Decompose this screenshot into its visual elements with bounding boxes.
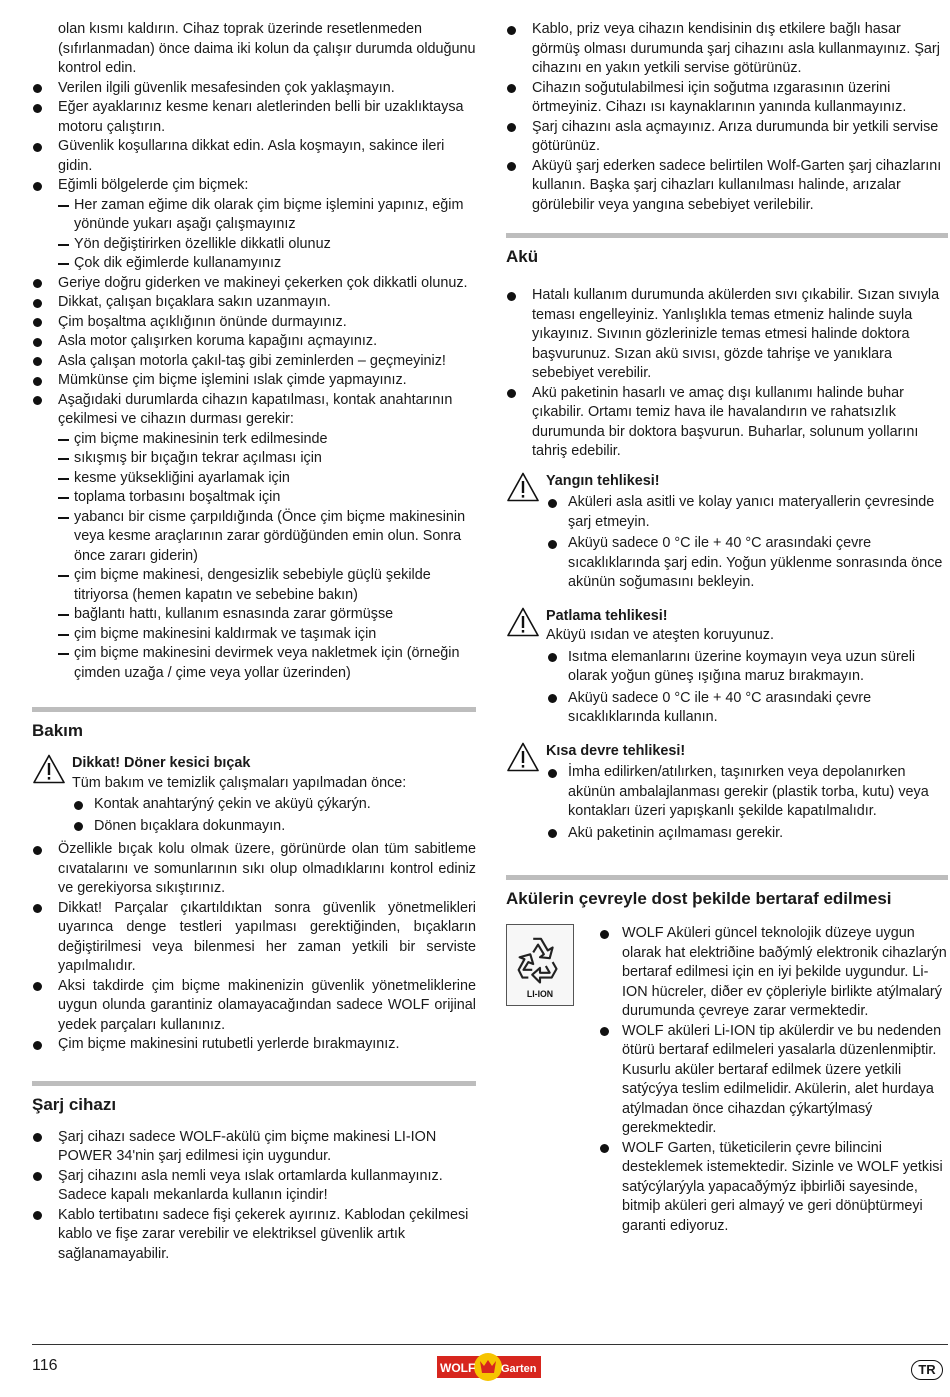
list-item (506, 384, 948, 462)
bullet-icon (507, 389, 516, 398)
list-item (506, 79, 948, 118)
logo-garten: Garten (501, 1363, 537, 1375)
dash-icon (58, 478, 69, 480)
warning-icon (507, 742, 539, 772)
item-text: Aküyü sadece 0 °C ile + 40 °C arasındaki çevre sıcaklıklarında şarj edin. Yoğun yüklenme sonrasında önce akünün soğumasını bekleyin. (568, 535, 943, 590)
aku-list (506, 286, 948, 462)
warning-title: Patlama tehlikesi! (546, 607, 668, 624)
bullet-icon (507, 123, 516, 132)
list-item (32, 371, 476, 391)
item-text: Şarj cihazını asla nemli veya ıslak ortamlarda kullanmayınız. Sadece kapalı mekanlarda kullanın içindir! (58, 1167, 443, 1203)
sub-item (32, 235, 476, 255)
warning-intro: Tüm bakım ve temizlik çalışmaları yapılmadan önce: (72, 774, 407, 791)
list-item (32, 313, 476, 333)
item-text: Aküyü sadece 0 °C ile + 40 °C arasındaki çevre sıcaklıklarında kullanın. (568, 689, 872, 725)
sub-item (32, 605, 476, 625)
section-bakim (32, 707, 476, 1055)
item-text: kesme yüksekliğini ayarlamak için (74, 469, 290, 486)
bullet-icon (33, 1211, 42, 1220)
section-sarj (32, 1081, 476, 1265)
list-item (32, 352, 476, 372)
item-text: Yön değiştirirken özellikle dikkatli olunuz (74, 235, 331, 252)
recycle-label: LI-ION (526, 989, 554, 1000)
warning-icon (507, 472, 539, 502)
sub-item (32, 196, 476, 235)
bullet-icon (600, 930, 609, 939)
list-item (506, 286, 948, 384)
list-item (506, 157, 948, 216)
list-item (32, 899, 476, 977)
bullet-icon (33, 357, 42, 366)
item-text: çim biçme makinesini devirmek veya nakletmek için (örneğin çimden uzağa / çime veya yollar üzerinden) (74, 645, 460, 681)
item-text: Mümkünse çim biçme işlemini ıslak çimde yapmayınız. (58, 372, 407, 388)
list-item (32, 977, 476, 1036)
dash-icon (58, 439, 69, 441)
warning-icon (507, 607, 539, 637)
disposal-block (506, 924, 948, 1236)
bullet-icon (33, 982, 42, 991)
list-item (32, 274, 476, 294)
item-text: Akü paketinin açılmaması gerekir. (568, 824, 784, 841)
bullet-icon (33, 1133, 42, 1142)
bullet-icon (548, 499, 557, 508)
item-text: bağlantı hattı, kullanım esnasında zarar görmüşse (74, 606, 394, 622)
sub-item (32, 469, 476, 489)
item-text: yabancı bir cisme çarpıldığında (Önce çim biçme makinesinin veya kesme araçlarının zarar gördüğünden emin olun. Sonra önce zararı giderin) (74, 508, 466, 564)
item-text: sıkışmış bir bıçağın tekrar açılması için (74, 450, 322, 466)
list-item (32, 1167, 476, 1206)
bullet-icon (33, 318, 42, 327)
list-item (598, 924, 948, 1022)
item-text: Dönen bıçaklara dokunmayın. (94, 817, 286, 834)
dash-icon (58, 244, 69, 246)
item-text: Eğimli bölgelerde çim biçmek: (58, 177, 249, 193)
list-item (32, 98, 476, 137)
bullet-icon (33, 1172, 42, 1181)
item-text: Asla çalışan motorla çakıl-taş gibi zeminlerden – geçmeyiniz! (58, 352, 446, 369)
section-title: Akü (506, 247, 539, 266)
list-item (598, 1022, 948, 1139)
section-title: Bakım (32, 721, 84, 740)
bullet-icon (74, 822, 83, 831)
item-text: WOLF aküleri Li-ION tip akülerdir ve bu nedenden ötürü bertaraf edilmeleri yasalarla düzenlenmiþtir. Kusurlu aküler bertaraf edilmek üzere yetkili satýcýya teslim edilmelidir. Akülerin, alet hurdaya atýlmadan önce cihazdan çýkartýlmasý gerekmektedir. (622, 1022, 942, 1136)
warning-item (546, 689, 948, 728)
list-item (32, 1128, 476, 1167)
list-item (32, 137, 476, 176)
item-text: Güvenlik koşullarına dikkat edin. Asla koşmayın, sakince ileri gidin. (58, 138, 445, 174)
list-item (32, 332, 476, 352)
item-text: Kablo, priz veya cihazın kendisinin dış etkilere bağlı hasar görmüş olması durumunda şarj cihazını asla kullanmayınız. Şarj cihazını en yakın yetkili servise götürünüz. (532, 21, 940, 76)
bullet-icon (600, 1027, 609, 1036)
left-column (32, 20, 476, 1264)
bullet-icon (33, 84, 42, 93)
item-text: WOLF Garten, tüketicilerin çevre bilincini desteklemek istemektedir. Sizinle ve WOLF yetkisi satýcýlarýyla yapacaðýmýz iþbirliði sayesinde, bitmiþ aküleri geri almayý ve geri dönüþtürmeyi garanti ediyoruz. (622, 1139, 943, 1234)
item-text: İmha edilirken/atılırken, taşınırken veya depolanırken akünün ambalajlanması gerekir (plastik torba, kutu) veya kontakları üzeri yapışkanlı şekilde kapatılmalıdır. (568, 764, 929, 819)
item-text: Verilen ilgili güvenlik mesafesinden çok yaklaşmayın. (58, 79, 395, 96)
wolf-garten-logo (437, 1352, 541, 1382)
logo-wolf: WOLF (440, 1361, 476, 1375)
bullet-icon (33, 182, 42, 191)
item-text: çim biçme makinesinin terk edilmesinde (74, 430, 328, 447)
item-text: Aküleri asla asitli ve kolay yanıcı materyallerin çevresinde şarj etmeyin. (568, 494, 935, 530)
safety-list (32, 20, 476, 683)
item-text: Çim boşaltma açıklığının önünde durmayınız. (58, 313, 347, 330)
bullet-icon (33, 377, 42, 386)
charger-list (506, 20, 948, 215)
item-text: çim biçme makinesi, dengesizlik sebebiyle güçlü şekilde titriyorsa (hemen kapatın ve sebebine bakın) (74, 567, 431, 603)
sub-item (32, 430, 476, 450)
bullet-icon (33, 104, 42, 113)
bullet-icon (33, 846, 42, 855)
list-item (32, 391, 476, 430)
section-title: Akülerin çevreyle dost þekilde bertaraf edilmesi (506, 889, 892, 908)
dash-icon (58, 263, 69, 265)
warning-item (546, 648, 948, 687)
item-text: Asla motor çalışırken koruma kapağını açmayınız. (58, 333, 378, 349)
warning-block (506, 607, 948, 728)
warning-block (506, 742, 948, 844)
bullet-icon (548, 829, 557, 838)
disposal-list (598, 924, 948, 1236)
continued-text: olan kısmı kaldırın. Cihaz toprak üzerinde resetlenmeden (sıfırlanmadan) önce daima iki kolun da çalışır durumda olduğunu kontrol edin. (58, 21, 476, 76)
item-text: Özellikle bıçak kolu olmak üzere, görünürde olan tüm sabitleme cıvatalarını ve somunlarının sıkı olup olmadıklarını kontrol ediniz ve gerekiyorsa sıkıştırınız. (58, 841, 476, 896)
sub-item (32, 508, 476, 567)
dash-icon (58, 458, 69, 460)
list-item (32, 1206, 476, 1265)
item-text: Isıtma elemanlarını üzerine koymayın veya uzun süreli olarak yoğun güneş ışığına maruz bırakmayın. (568, 648, 916, 684)
warning-title: Yangın tehlikesi! (546, 472, 660, 489)
bullet-icon (507, 292, 516, 301)
warning-block (32, 754, 476, 836)
bullet-icon (548, 694, 557, 703)
warning-intro: Aküyü ısıdan ve ateşten koruyunuz. (546, 627, 774, 643)
item-text: Her zaman eğime dik olarak çim biçme işlemini yapınız, eğim yönünde yukarı aşağı çalışmayınız (74, 196, 464, 232)
warning-title: Dikkat! Döner kesici bıçak (72, 755, 251, 771)
item-text: çim biçme makinesini kaldırmak ve taşımak için (74, 625, 377, 642)
bullet-icon (74, 801, 83, 810)
item-text: toplama torbasını boşaltmak için (74, 489, 281, 505)
item-text: Şarj cihazını asla açmayınız. Arıza durumunda bir yetkili servise götürünüz. (532, 118, 939, 154)
section-disposal (506, 875, 948, 1236)
bullet-icon (548, 653, 557, 662)
item-text: Geriye doğru giderken ve makineyi çekerken çok dikkatli olunuz. (58, 274, 468, 291)
list-item (32, 1035, 476, 1055)
dash-icon (58, 497, 69, 499)
sub-item (32, 449, 476, 469)
page-number: 116 (32, 1357, 58, 1374)
item-text: Kablo tertibatını sadece fişi çekerek ayırınız. Kablodan çekilmesi kablo ve fişe zarar verebilir ve elektriksel güvenlik artık sağlanamayabilir. (58, 1206, 469, 1262)
aku-warnings (506, 472, 948, 844)
warning-item (546, 763, 948, 822)
sub-item (32, 254, 476, 274)
bullet-icon (507, 26, 516, 35)
item-text: Hatalı kullanım durumunda akülerden sıvı çıkabilir. Sızan sıvıyla teması engelleyiniz. Yanlışlıkla temas etmeniz halinde suyla yıkayınız. Sıvının gözlerinizle temas etmesi halinde doktora başvurunuz. Sızan akü sıvısı, gözde tahrişe ve yanıklara sebebiyet verebilir. (532, 287, 940, 381)
list-item (32, 79, 476, 99)
item-text: Eğer ayaklarınız kesme kenarı aletlerinden belli bir uzaklıktaysa motoru çalıştırın. (58, 99, 464, 135)
item-text: Aksi takdirde çim biçme makinenizin güvenlik yönetmeliklerine uygun olunda garantiniz olamayacağından sadece WOLF orijinal yedek parçaları kullanınız. (58, 977, 476, 1033)
list-item (32, 840, 476, 899)
language-badge: TR (911, 1360, 943, 1380)
list-item (32, 176, 476, 196)
item-text: Şarj cihazı sadece WOLF-akülü çim biçme makinesi LI-ION POWER 34'nin şarj edilmesi için uygundur. (58, 1128, 437, 1164)
list-item (506, 20, 948, 79)
item-text: Akü paketinin hasarlı ve amaç dışı kullanımı halinde buhar çıkabilir. Ortamı temiz hava ile havalandırın ve rahatsızlık durumunda bir doktora başvurun. Buharlar, solunum yollarını tahriş edebilir. (532, 384, 919, 459)
bullet-icon (33, 143, 42, 152)
dash-icon (58, 653, 69, 655)
recycle-icon (507, 925, 573, 1005)
dash-icon (58, 517, 69, 519)
warning-item (546, 824, 948, 844)
list-item (32, 293, 476, 313)
item-text: WOLF Aküleri güncel teknolojik düzeye uygun olarak hat elektriðine baðýmlý elektronik cihazlarýn bertaraf edilmesi için en iyi þekilde uygundur. Li-ION hücreler, diðer ev çöpleriyle birlikte atýlmalarý durumunda çevreye zarar vermektedir. (622, 925, 947, 1019)
bullet-icon (33, 1041, 42, 1050)
bullet-icon (507, 162, 516, 171)
bullet-icon (548, 540, 557, 549)
warning-item (72, 795, 476, 815)
item-text: Cihazın soğutulabilmesi için soğutma ızgarasının üzerini örtmeyiniz. Cihazı ısı kaynaklarının yanında kullanmayınız. (532, 79, 907, 115)
sarj-list (32, 1128, 476, 1265)
section-title: Şarj cihazı (32, 1094, 117, 1114)
dash-icon (58, 205, 69, 207)
bullet-icon (600, 1144, 609, 1153)
section-rule (506, 875, 948, 880)
sub-item (32, 566, 476, 605)
list-item (598, 1139, 948, 1237)
bullet-icon (33, 396, 42, 405)
right-column (506, 20, 948, 1236)
list-item (506, 118, 948, 157)
dash-icon (58, 575, 69, 577)
section-rule (506, 233, 948, 238)
section-rule (32, 1081, 476, 1086)
section-rule (32, 707, 476, 712)
item-text: Aküyü şarj ederken sadece belirtilen Wolf-Garten şarj cihazlarını kullanın. Başka şarj cihazları kullanılması halinde, arızalar görülebilir veya yangına sebebiyet verilebilir. (532, 157, 942, 213)
sub-item (32, 644, 476, 683)
recycle-badge (506, 924, 574, 1006)
warning-title: Kısa devre tehlikesi! (546, 742, 686, 759)
sub-item (32, 625, 476, 645)
warning-block (506, 472, 948, 593)
footer-rule (32, 1344, 948, 1345)
item-text: Aşağıdaki durumlarda cihazın kapatılması, kontak anahtarının çekilmesi ve cihazın durması gerekir: (58, 391, 453, 427)
bullet-icon (507, 84, 516, 93)
sub-item (32, 488, 476, 508)
item-text: Çok dik eğimlerde kullanamyınız (74, 255, 282, 271)
item-text: Kontak anahtarýný çekin ve aküyü çýkarýn. (94, 796, 371, 812)
bakim-list (32, 840, 476, 1055)
bullet-icon (33, 338, 42, 347)
dash-icon (58, 634, 69, 636)
bullet-icon (33, 299, 42, 308)
bullet-icon (33, 904, 42, 913)
section-aku (506, 233, 948, 843)
warning-item (72, 817, 476, 837)
warning-icon (33, 754, 65, 784)
dash-icon (58, 614, 69, 616)
bullet-icon (33, 279, 42, 288)
bullet-icon (548, 769, 557, 778)
warning-item (546, 534, 948, 593)
item-text: Dikkat! Parçalar çıkartıldıktan sonra güvenlik yönetmelikleri uyarınca denge testleri yapılması gerektiğinden, bıçakların değiştirilmesi veya bilenmesi her zaman yetkili bir serviste yapılmalıdır. (58, 899, 476, 974)
warning-item (546, 493, 948, 532)
item-text: Çim biçme makinesini rutubetli yerlerde bırakmayınız. (58, 1036, 400, 1052)
warning-list (72, 795, 476, 836)
item-text: Dikkat, çalışan bıçaklara sakın uzanmayın. (58, 294, 331, 310)
